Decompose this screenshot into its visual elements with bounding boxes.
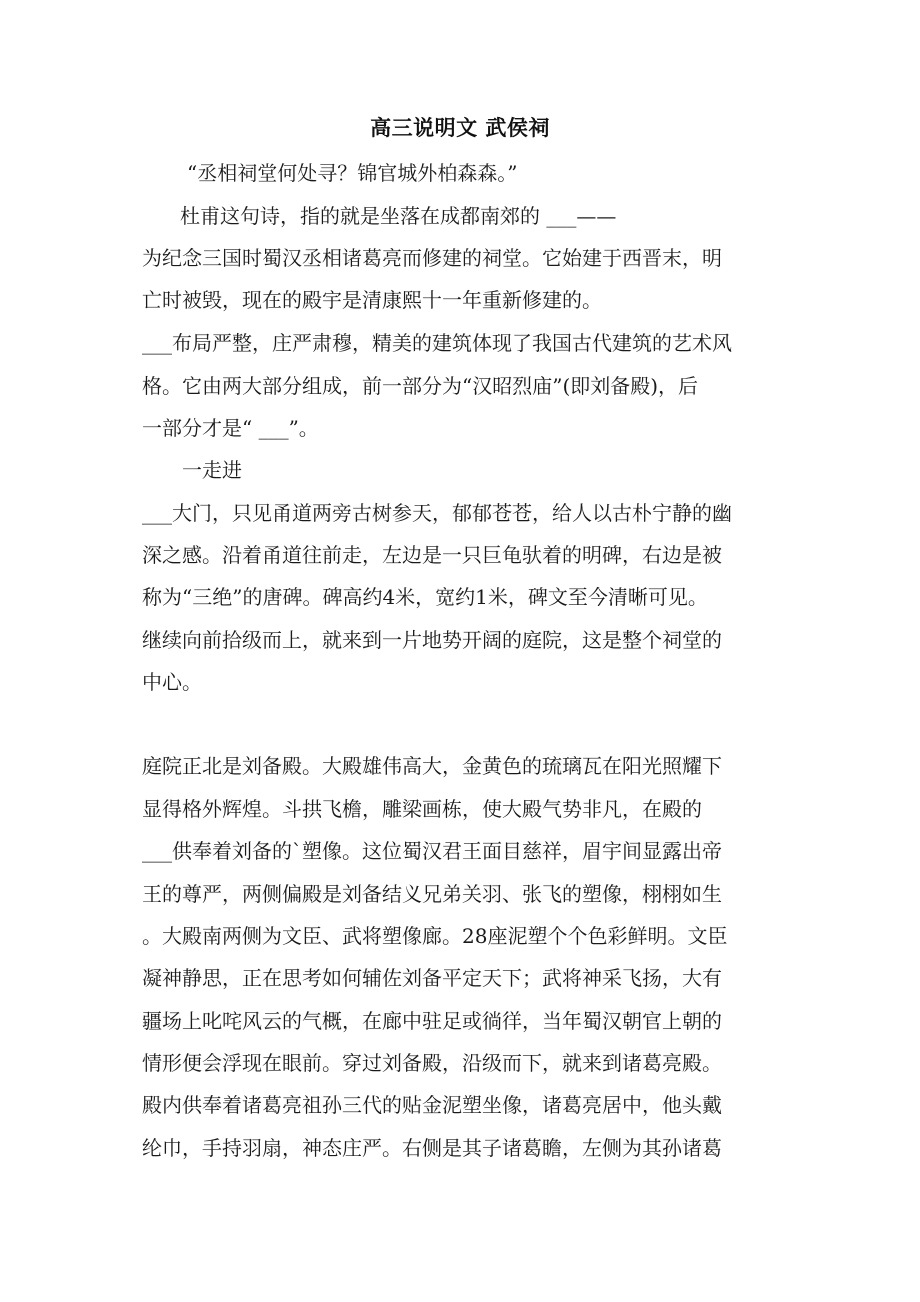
text-line: 格。它由两大部分组成，前一部分为“汉昭烈庙”(即刘备殿)，后 xyxy=(142,374,699,398)
text-line: 为纪念三国时蜀汉丞相诸葛亮而修建的祠堂。它始建于西晋末，明 xyxy=(142,246,722,270)
text-line: 亡时被毁，现在的殿宇是清康熙十一年重新修建的。 xyxy=(142,288,602,312)
document-title: 高三说明文 武侯祠 xyxy=(370,115,550,140)
text-line: ___大门，只见甬道两旁古树参天，郁郁苍苍，给人以古朴宁静的幽 xyxy=(142,501,732,525)
text-line: 凝神静思，正在思考如何辅佐刘备平定天下；武将神采飞扬，大有 xyxy=(142,966,722,990)
text-line: ___供奉着刘备的`塑像。这位蜀汉君王面目慈祥，眉宇间显露出帝 xyxy=(142,839,722,863)
text-line: 王的尊严，两侧偏殿是刘备结义兄弟关羽、张飞的塑像，栩栩如生 xyxy=(142,882,722,906)
text-line: 纶巾，手持羽扇，神态庄严。右侧是其子诸葛瞻，左侧为其孙诸葛 xyxy=(142,1136,722,1160)
text-line: 一走进 xyxy=(182,458,242,482)
text-line: 庭院正北是刘备殿。大殿雄伟高大，金黄色的琉璃瓦在阳光照耀下 xyxy=(142,754,722,778)
text-line: ___布局严整，庄严肃穆，精美的建筑体现了我国古代建筑的艺术风 xyxy=(142,331,732,355)
text-line: “丞相祠堂何处寻？锦官城外柏森森。” xyxy=(187,161,518,185)
text-line: 殿内供奉着诸葛亮祖孙三代的贴金泥塑坐像，诸葛亮居中，他头戴 xyxy=(142,1093,722,1117)
text-line: 深之感。沿着甬道往前走，左边是一只巨龟驮着的明碑，右边是被 xyxy=(142,543,722,567)
text-line: 中心。 xyxy=(142,670,202,694)
text-line: 情形便会浮现在眼前。穿过刘备殿，沿级而下，就来到诸葛亮殿。 xyxy=(142,1051,722,1075)
text-line: 称为“三绝”的唐碑。碑高约4米，宽约1米，碑文至今清晰可见。 xyxy=(142,585,708,609)
text-line: 。大殿南两侧为文臣、武将塑像廊。28座泥塑个个色彩鲜明。文臣 xyxy=(142,924,728,948)
text-line: 疆场上叱咤风云的气概，在廊中驻足或徜徉，当年蜀汉朝官上朝的 xyxy=(142,1009,722,1033)
text-line: 一部分才是“ ___”。 xyxy=(142,416,319,440)
text-line: 继续向前拾级而上，就来到一片地势开阔的庭院，这是整个祠堂的 xyxy=(142,628,722,652)
text-line: 显得格外辉煌。斗拱飞檐，雕梁画栋，使大殿气势非凡，在殿的 xyxy=(142,797,702,821)
text-line: 杜甫这句诗，指的就是坐落在成都南郊的 ___—— xyxy=(180,204,617,228)
